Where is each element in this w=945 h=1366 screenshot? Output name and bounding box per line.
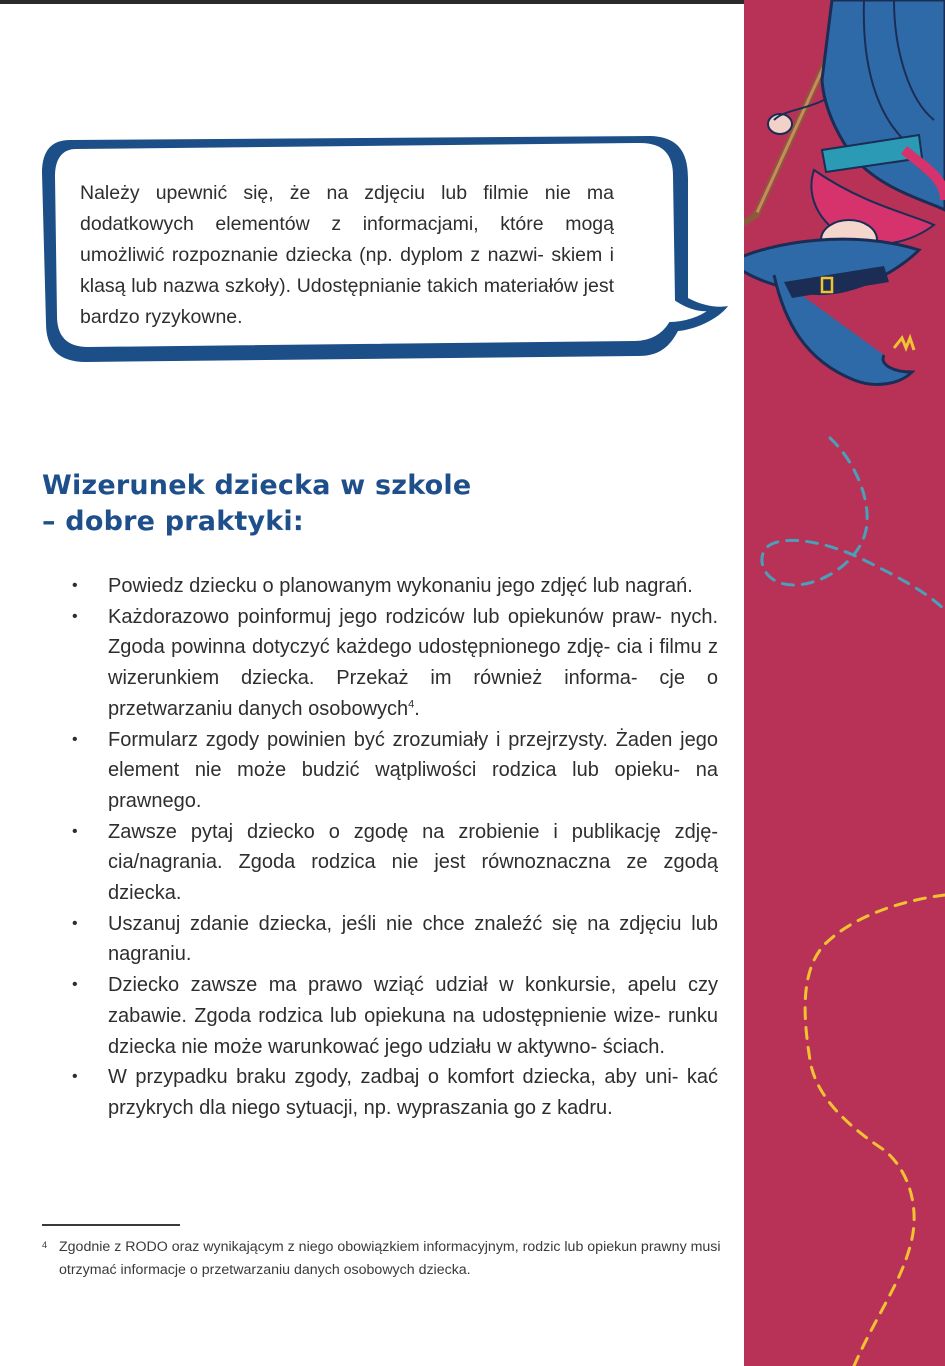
list-item: • Uszanuj zdanie dziecka, jeśli nie chce znaleźć się na zdjęciu lub nagraniu. (62, 909, 718, 970)
bullet-icon: • (72, 822, 78, 840)
dashed-trail-blue-icon (762, 438, 945, 610)
list-item: • Każdorazowo poinformuj jego rodziców lub opiekunów praw- nych. Zgoda powinna dotyczyć każdego udostępnionego zdję- cia i filmu z wizerunkiem dziecka. Przekaż im również informa- cje o przetwarzaniu danych osobowych$^4$. (62, 602, 718, 725)
bullet-icon: • (72, 1068, 78, 1086)
bullet-icon: • (72, 976, 78, 994)
wizard-illustration-icon (744, 0, 945, 384)
list-item: • W przypadku braku zgody, zadbaj o komfort dziecka, aby uni- kać przykrych dla niego sytuacji, np. wypraszania go z kadru. (62, 1062, 718, 1123)
bullet-icon: • (72, 730, 78, 748)
section-heading-line-2: – dobre praktyki: (42, 506, 304, 537)
good-practices-list (62, 571, 718, 1124)
footnote-text: Zgodnie z RODO oraz wynikającym z niego obowiązkiem informacyjnym, rodzic lub opiekun prawny musi otrzymać informacje o przetwarzaniu danych osobowych dziecka. (59, 1239, 721, 1278)
section-heading-line-1: Wizerunek dziecka w szkole (42, 470, 472, 501)
bullet-icon: • (72, 914, 78, 932)
footnote-divider (42, 1224, 180, 1226)
dashed-trail-yellow-icon (805, 895, 945, 1366)
list-item: • Formularz zgody powinien być zrozumiały i przejrzysty. Żaden jego element nie może budzić wątpliwości rodzica lub opieku- na prawnego. (62, 725, 718, 817)
section-heading (42, 468, 471, 540)
decorative-side-panel (744, 0, 945, 1366)
bullet-icon: • (72, 607, 78, 625)
footnote-reference: 4 (408, 698, 415, 711)
list-item: • Powiedz dziecku o planowanym wykonaniu jego zdjęć lub nagrań. (62, 571, 718, 602)
list-item: • Zawsze pytaj dziecko o zgodę na zrobienie i publikację zdję- cia/nagrania. Zgoda rodzica nie jest równoznaczna ze zgodą dziecka. (62, 817, 718, 909)
footnote (42, 1236, 722, 1282)
side-illustration (744, 0, 945, 1366)
bullet-icon: • (72, 577, 78, 594)
list-item: • Dziecko zawsze ma prawo wziąć udział w konkursie, apelu czy zabawie. Zgoda rodzica lub opiekuna na udostępnienie wize- runku dziecka nie może warunkować jego udziału w aktywno- ściach. (62, 970, 718, 1062)
footnote-mark: 4 (42, 1240, 48, 1250)
bubble-text: Należy upewnić się, że na zdjęciu lub filmie nie ma dodatkowych elementów z informacjami, które mogą umożliwić rozpoznanie dziecka (np. dyplom z nazwi- skiem i klasą lub nazwa szkoły). Udostępnianie takich materiałów jest bardzo ryzykowne. (80, 182, 614, 328)
